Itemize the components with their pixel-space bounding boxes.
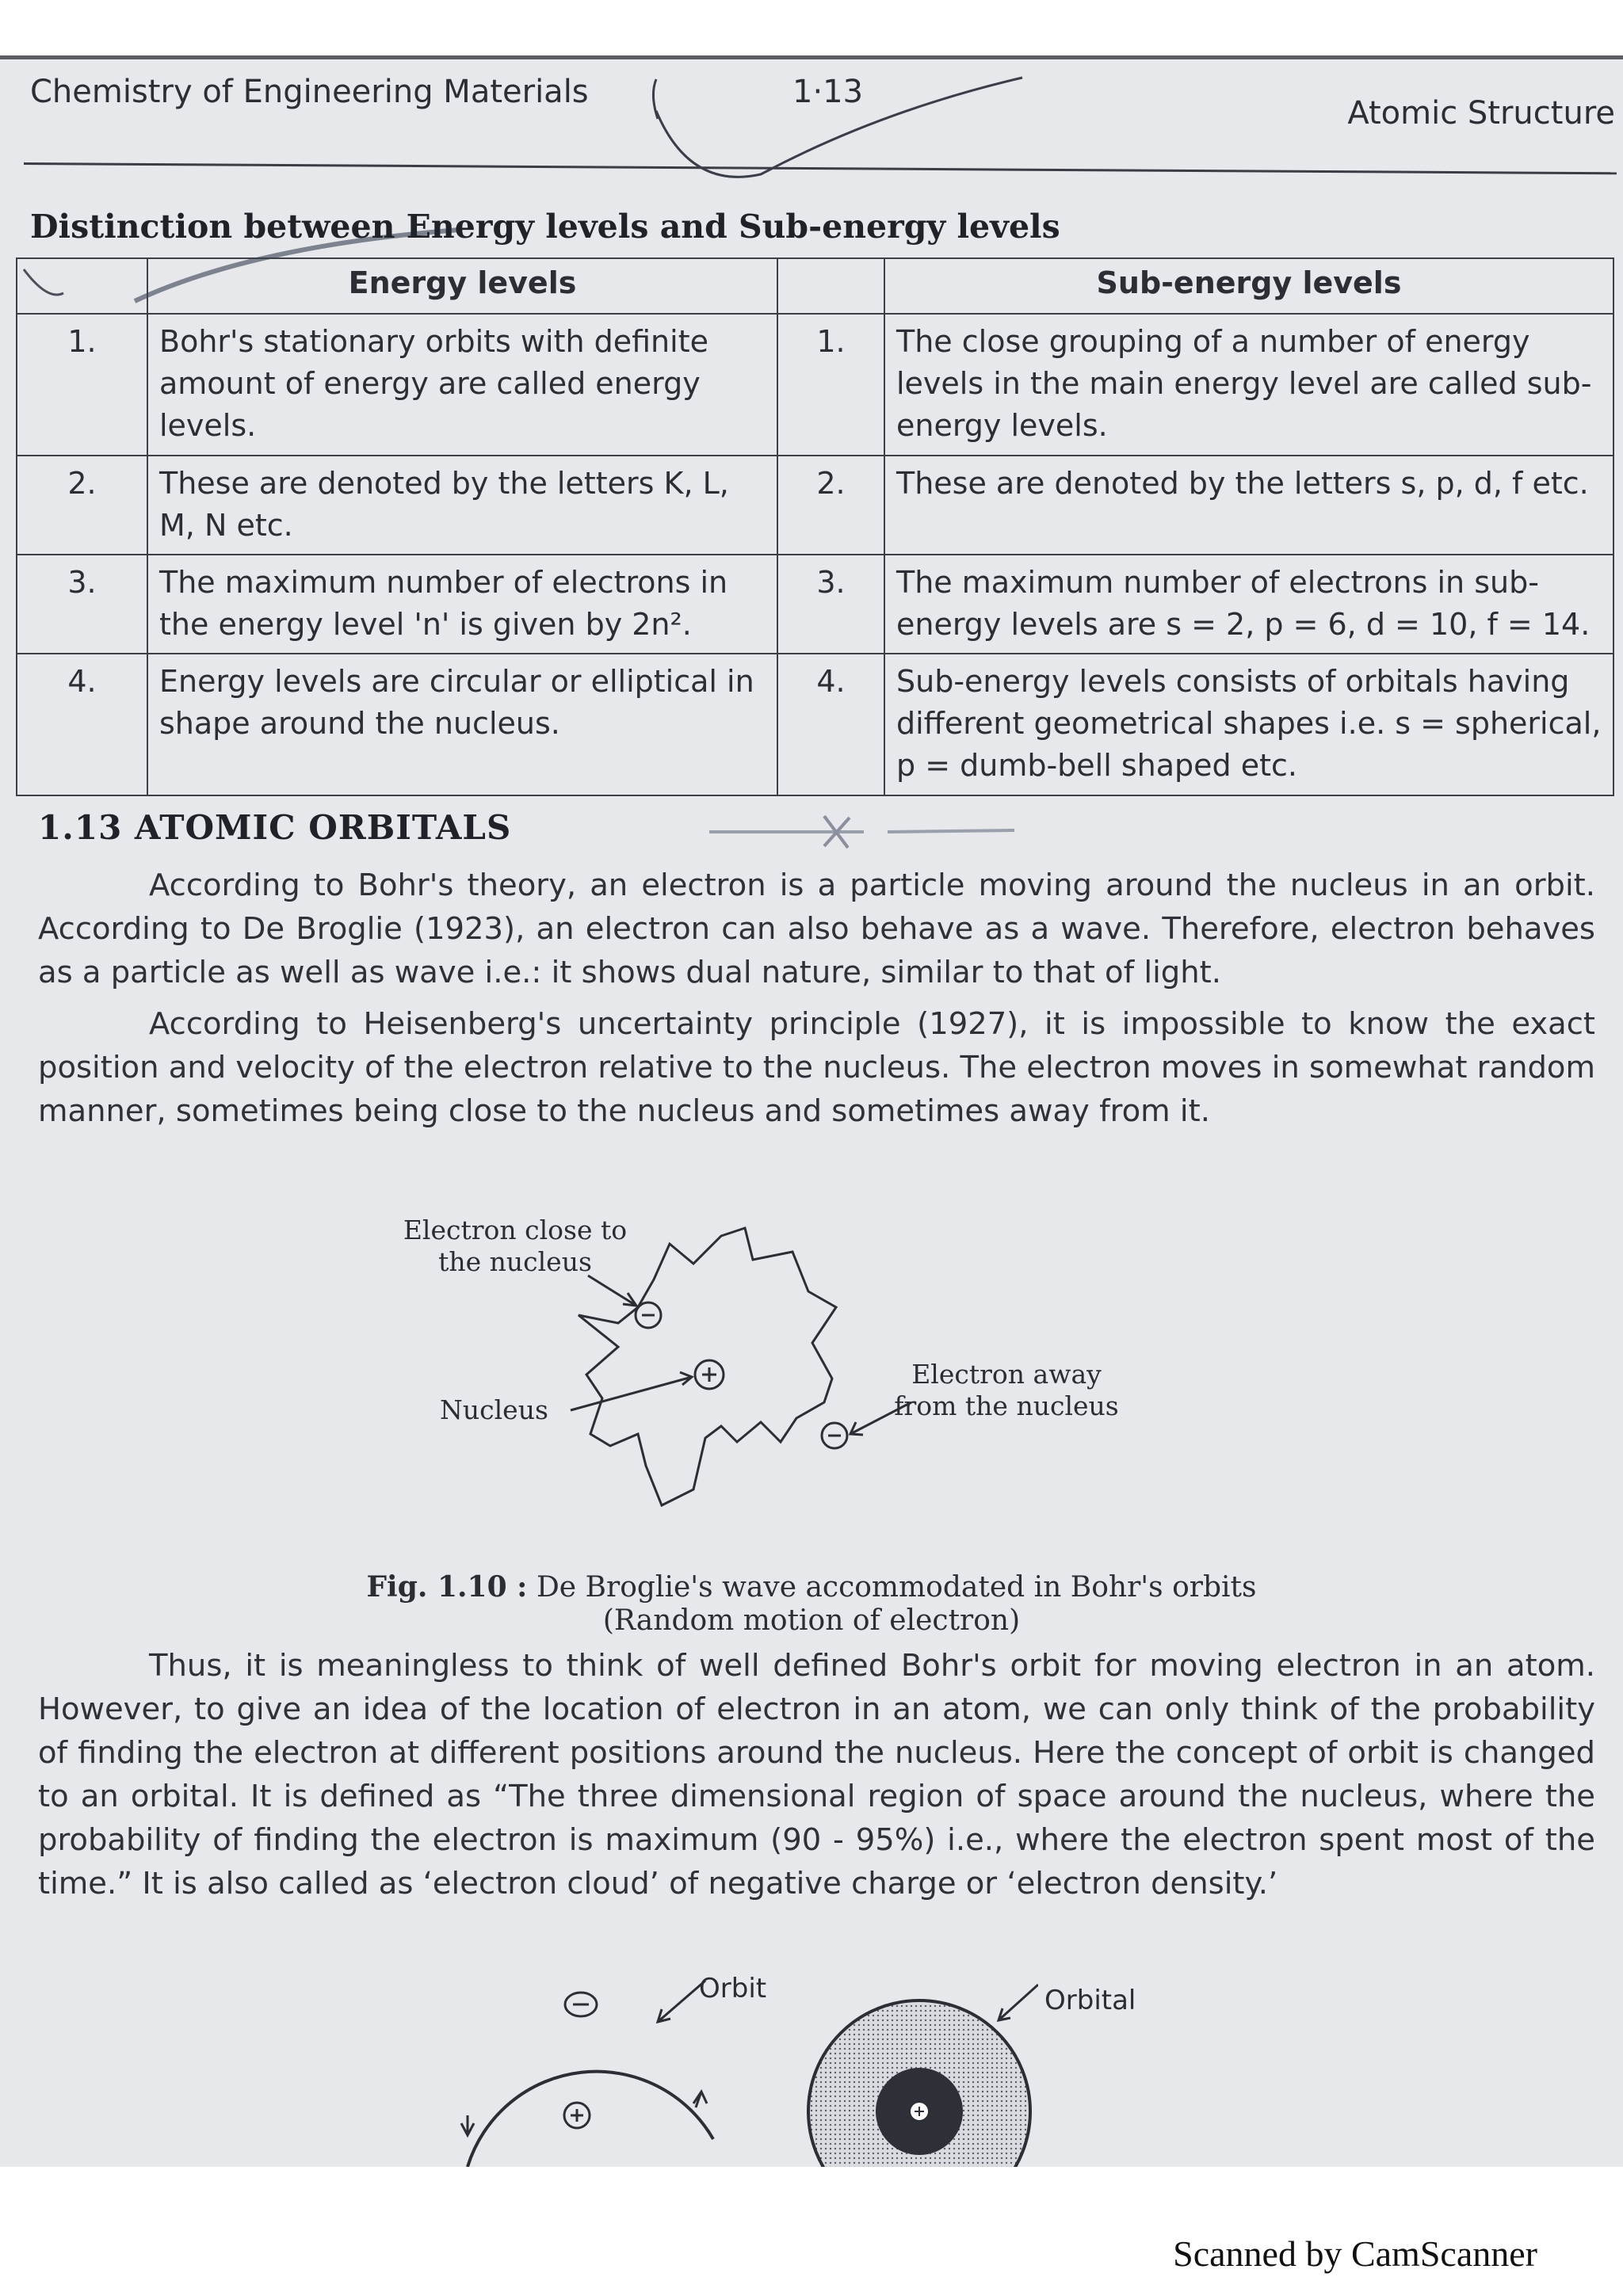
sub-energy-level-cell: Sub-energy levels consists of orbitals having different geometrical shapes i.e. s = spherical, p = dumb-bell shaped etc. (884, 654, 1613, 795)
paragraph-orbital-definition: Thus, it is meaningless to think of well defined Bohr's orbit for moving electron in an atom. However, to give an idea of the location of electron in an atom, we can only think of the probability of finding the electron at different positions around the nucleus. Here the concept of orbit is changed to an orbital. It is defined as “The three dimensional region of space around the nucleus, where the probability of finding the electron is maximum (90 - 95%) i.e., where the electron spent most of the time.” It is also called as ‘electron cloud’ of negative charge or ‘electron density.’ (38, 1648, 1595, 1901)
row-number: 3. (777, 555, 884, 654)
row-number: 3. (17, 555, 147, 654)
sub-energy-level-cell: These are denoted by the letters s, p, d, f etc. (884, 456, 1613, 555)
label-nucleus: Nucleus (440, 1394, 548, 1425)
energy-level-cell: These are denoted by the letters K, L, M, N etc. (147, 456, 777, 555)
orbital-cloud-diagram (800, 1981, 1038, 2167)
row-number: 4. (777, 654, 884, 795)
energy-level-cell: Bohr's stationary orbits with definite amount of energy are called energy levels. (147, 314, 777, 456)
energy-level-cell: The maximum number of electrons in the energy level 'n' is given by 2n². (147, 555, 777, 654)
label-electron-close: Electron close to the nucleus (403, 1215, 628, 1277)
row-number: 1. (777, 314, 884, 456)
sub-energy-level-cell: The close grouping of a number of energy levels in the main energy level are called sub-energy levels. (884, 314, 1613, 456)
sub-energy-level-cell: The maximum number of electrons in sub-energy levels are s = 2, p = 6, d = 10, f = 14. (884, 555, 1613, 654)
row-number: 4. (17, 654, 147, 795)
row-number: 1. (17, 314, 147, 456)
page-number: 1·13 (792, 74, 864, 110)
pen-tick-mark (642, 63, 1054, 190)
arrow-close (588, 1276, 636, 1306)
comparison-table (16, 257, 1614, 796)
orbital-label: Orbital (1044, 1985, 1136, 2016)
book-title: Chemistry of Engineering Materials (30, 74, 589, 110)
row-number: 2. (777, 456, 884, 555)
table-row (17, 314, 1613, 456)
header-energy-levels: Energy levels (147, 258, 777, 314)
table-row (17, 654, 1613, 795)
comparison-title: Distinction between Energy levels and Sub-energy levels (30, 208, 1060, 246)
energy-level-cell: Energy levels are circular or elliptical in shape around the nucleus. (147, 654, 777, 795)
scanner-watermark: Scanned by CamScanner (1173, 2233, 1537, 2274)
paragraph-heisenberg: According to Heisenberg's uncertainty principle (1927), it is impossible to know the exact position and velocity of the electron relative to the nucleus. The electron moves in somewhat random manner, sometimes being close to the nucleus and sometimes away from it. (38, 1006, 1595, 1129)
orbit-label: Orbit (699, 1973, 767, 2004)
pen-cross-mark (705, 808, 1022, 856)
chapter-title: Atomic Structure (1347, 95, 1615, 132)
orbit-pointer (658, 1981, 705, 2022)
header-num-cell (17, 258, 147, 314)
table-row (17, 555, 1613, 654)
table-header-row (17, 258, 1613, 314)
table-row (17, 456, 1613, 555)
header-num-cell (777, 258, 884, 314)
paragraph-bohr: According to Bohr's theory, an electron is a particle moving around the nucleus in an orbit. According to De Broglie (1923), an electron can also behave as a wave. Therefore, electron behaves as a particle as well as wave i.e.: it shows dual nature, similar to that of light. (38, 868, 1595, 990)
row-number: 2. (17, 456, 147, 555)
figure-caption: Fig. 1.10 : De Broglie's wave accommodated in Bohr's orbits (Random motion of electron) (366, 1570, 1257, 1637)
orbital-pointer (999, 1985, 1038, 2020)
header-sub-energy-levels: Sub-energy levels (884, 258, 1613, 314)
label-electron-away: Electron away from the nucleus (894, 1359, 1119, 1421)
section-heading: 1.13 ATOMIC ORBITALS (38, 808, 512, 847)
